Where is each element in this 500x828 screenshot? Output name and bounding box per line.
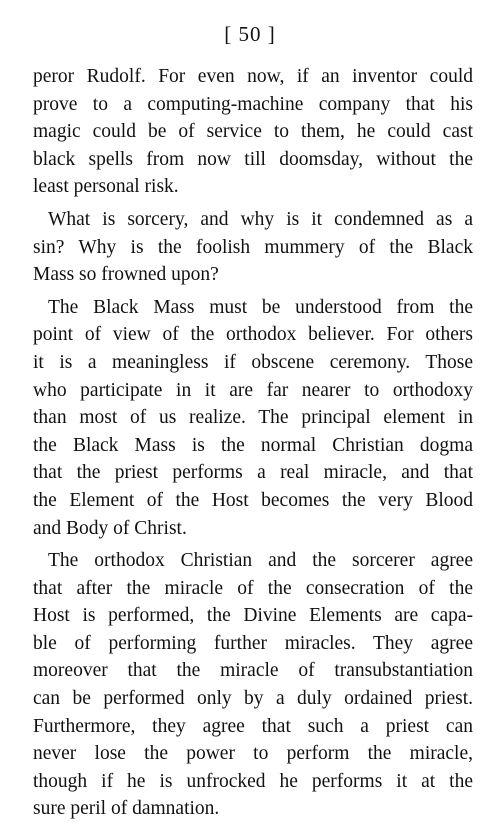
- text-line: the Black Mass is the normal Christian dogma: [33, 434, 473, 456]
- text-line: can be performed only by a duly ordained priest.: [33, 688, 473, 710]
- text-line: though if he is unfrocked he performs it at the: [33, 770, 473, 792]
- text-line: The orthodox Christian and the sorcerer agree: [48, 550, 473, 572]
- text-line: What is sorcery, and why is it condemned as a: [48, 208, 473, 230]
- text-line: magic could be of service to them, he could cast: [33, 121, 473, 143]
- text-line: prove to a computing-machine company that his: [33, 93, 473, 115]
- text-line: that after the miracle of the consecration of the: [33, 577, 473, 599]
- paragraph: [33, 206, 473, 289]
- text-line: sure peril of damnation.: [33, 798, 220, 820]
- page-number: [ 50 ]: [224, 22, 276, 46]
- text-line: sin? Why is the foolish mummery of the Black: [33, 236, 473, 258]
- text-line: black spells from now till doomsday, without the: [33, 148, 473, 170]
- text-line: that the priest performs a real miracle, and that: [33, 462, 473, 484]
- text-line: peror Rudolf. For even now, if an inventor could: [33, 66, 473, 87]
- text-line: The Black Mass must be understood from the: [48, 296, 473, 318]
- text-line: who participate in it are far nearer to orthodoxy: [33, 379, 473, 401]
- text-line: Furthermore, they agree that such a priest can: [33, 715, 473, 737]
- text-line: Mass so frowned upon?: [33, 264, 219, 286]
- body-text: [33, 63, 473, 828]
- text-line: least personal risk.: [33, 176, 179, 198]
- text-line: Host is performed, the Divine Elements are capa-: [33, 605, 473, 627]
- paragraph: [33, 547, 473, 823]
- paragraph: [33, 294, 473, 542]
- text-line: point of view of the orthodox believer. For others: [33, 324, 473, 346]
- text-line: moreover that the miracle of transubstantiation: [33, 660, 473, 682]
- text-line: the Element of the Host becomes the very Blood: [33, 489, 473, 511]
- paragraph: [33, 63, 473, 201]
- text-line: and Body of Christ.: [33, 517, 187, 539]
- text-line: ble of performing further miracles. They agree: [33, 632, 473, 654]
- text-line: than most of us realize. The principal element in: [33, 407, 473, 429]
- text-line: never lose the power to perform the miracle,: [33, 743, 473, 765]
- text-line: it is a meaningless if obscene ceremony. Those: [33, 351, 473, 373]
